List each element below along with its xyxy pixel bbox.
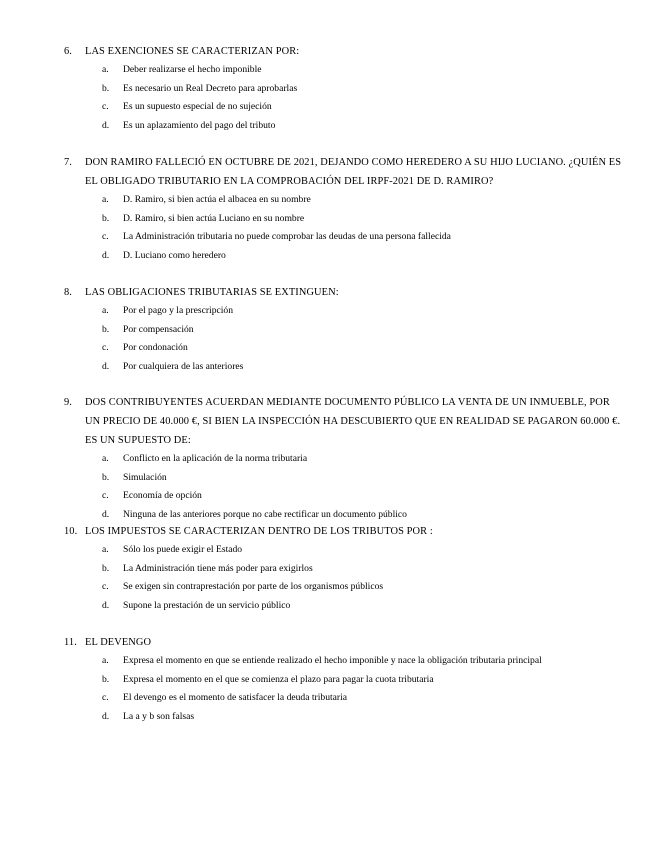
question-text: LAS EXENCIONES SE CARACTERIZAN POR: bbox=[85, 46, 300, 57]
option-a bbox=[64, 302, 624, 321]
option-d bbox=[64, 597, 624, 616]
option-text: Por el pago y la prescripción bbox=[123, 305, 234, 316]
option-text: La Administración tributaria no puede comprobar las deudas de una persona fallecida bbox=[123, 231, 451, 242]
option-text: Deber realizarse el hecho imponible bbox=[123, 64, 262, 75]
option-text: Por compensación bbox=[123, 323, 194, 335]
option-c bbox=[64, 98, 624, 117]
question-9 bbox=[64, 393, 624, 524]
question-text: EL DEVENGO bbox=[85, 637, 152, 648]
option-b bbox=[64, 671, 624, 690]
option-d bbox=[64, 358, 624, 377]
option-text: Expresa el momento en que se entiende realizado el hecho imponible y nace la obligación tributaria principal bbox=[123, 655, 542, 666]
question-11 bbox=[64, 633, 624, 726]
option-text: Conflicto en la aplicación de la norma tributaria bbox=[123, 453, 308, 464]
option-c bbox=[64, 689, 624, 708]
option-letter: a. bbox=[102, 655, 109, 666]
option-b bbox=[64, 321, 624, 340]
option-text: Por condonación bbox=[123, 342, 188, 353]
option-text: La Administración tiene más poder para exigirlos bbox=[123, 562, 313, 574]
question-number: 10. bbox=[64, 526, 78, 537]
option-letter: a. bbox=[102, 544, 109, 555]
question-text: LAS OBLIGACIONES TRIBUTARIAS SE EXTINGUEN: bbox=[85, 287, 339, 298]
option-letter: b. bbox=[102, 82, 110, 94]
option-text: D. Ramiro, si bien actúa el albacea en su nombre bbox=[123, 194, 311, 205]
question-6 bbox=[64, 42, 624, 135]
option-letter: c. bbox=[102, 581, 109, 592]
question-7 bbox=[64, 153, 624, 265]
option-letter: d. bbox=[102, 599, 110, 611]
question-10 bbox=[64, 522, 624, 615]
option-letter: b. bbox=[102, 562, 110, 574]
option-letter: c. bbox=[102, 231, 109, 242]
option-c bbox=[64, 228, 624, 247]
option-letter: c. bbox=[102, 101, 109, 112]
question-number: 11. bbox=[64, 637, 77, 648]
option-letter: a. bbox=[102, 453, 109, 464]
option-b bbox=[64, 560, 624, 579]
option-a bbox=[64, 191, 624, 210]
option-a bbox=[64, 652, 624, 671]
option-a bbox=[64, 450, 624, 469]
option-letter: a. bbox=[102, 194, 109, 205]
question-text: DOS CONTRIBUYENTES ACUERDAN MEDIANTE DOCUMENTO PÚBLICO LA VENTA DE UN INMUEBLE, POR UN PRECIO DE 40.000 €, SI BIEN LA INSPECCIÓN HA DESCUBIERTO QUE EN REALIDAD SE PAGARON 60.000 €. ES UN SUPUESTO DE: bbox=[85, 397, 621, 446]
question-number: 8. bbox=[64, 287, 72, 298]
option-letter: d. bbox=[102, 360, 110, 372]
option-letter: a. bbox=[102, 305, 109, 316]
option-a bbox=[64, 61, 624, 80]
option-letter: b. bbox=[102, 673, 110, 685]
option-letter: b. bbox=[102, 471, 110, 483]
option-text: Supone la prestación de un servicio público bbox=[123, 599, 291, 611]
option-b bbox=[64, 469, 624, 488]
question-number: 6. bbox=[64, 46, 72, 57]
option-text: Es un aplazamiento del pago del tributo bbox=[123, 119, 276, 131]
option-text: D. Ramiro, si bien actúa Luciano en su nombre bbox=[123, 212, 305, 224]
option-c bbox=[64, 339, 624, 358]
question-8 bbox=[64, 283, 624, 376]
option-text: La a y b son falsas bbox=[123, 710, 195, 722]
option-text: Se exigen sin contraprestación por parte de los organismos públicos bbox=[123, 581, 384, 592]
question-number: 9. bbox=[64, 397, 72, 408]
option-letter: b. bbox=[102, 212, 110, 224]
question-text: LOS IMPUESTOS SE CARACTERIZAN DENTRO DE LOS TRIBUTOS POR : bbox=[85, 526, 433, 537]
option-b bbox=[64, 80, 624, 99]
question-number: 7. bbox=[64, 157, 72, 168]
question-text: DON RAMIRO FALLECIÓ EN OCTUBRE DE 2021, DEJANDO COMO HEREDERO A SU HIJO LUCIANO. ¿QUIÉN ES EL OBLIGADO TRIBUTARIO EN LA COMPROBACIÓN DEL IRPF-2021 DE D. RAMIRO? bbox=[85, 157, 622, 187]
option-letter: c. bbox=[102, 692, 109, 703]
option-letter: b. bbox=[102, 323, 110, 335]
option-text: Expresa el momento en el que se comienza el plazo para pagar la cuota tributaria bbox=[123, 673, 434, 685]
option-text: Simulación bbox=[123, 471, 167, 483]
option-d bbox=[64, 708, 624, 727]
option-text: Es un supuesto especial de no sujeción bbox=[123, 101, 272, 112]
option-text: Sólo los puede exigir el Estado bbox=[123, 544, 243, 555]
option-text: Es necesario un Real Decreto para aprobarlas bbox=[123, 82, 298, 94]
option-text: Por cualquiera de las anteriores bbox=[123, 360, 244, 372]
option-letter: d. bbox=[102, 249, 110, 261]
option-a bbox=[64, 541, 624, 560]
option-b bbox=[64, 210, 624, 229]
option-d bbox=[64, 247, 624, 266]
option-text: Ninguna de las anteriores porque no cabe rectificar un documento público bbox=[123, 508, 407, 520]
option-c bbox=[64, 578, 624, 597]
option-letter: d. bbox=[102, 119, 110, 131]
option-letter: d. bbox=[102, 508, 110, 520]
option-letter: a. bbox=[102, 64, 109, 75]
option-text: El devengo es el momento de satisfacer la deuda tributaria bbox=[123, 692, 348, 703]
option-c bbox=[64, 487, 624, 506]
option-text: D. Luciano como heredero bbox=[123, 249, 226, 261]
option-letter: d. bbox=[102, 710, 110, 722]
option-letter: c. bbox=[102, 490, 109, 501]
option-d bbox=[64, 117, 624, 136]
option-text: Economía de opción bbox=[123, 490, 202, 501]
option-letter: c. bbox=[102, 342, 109, 353]
